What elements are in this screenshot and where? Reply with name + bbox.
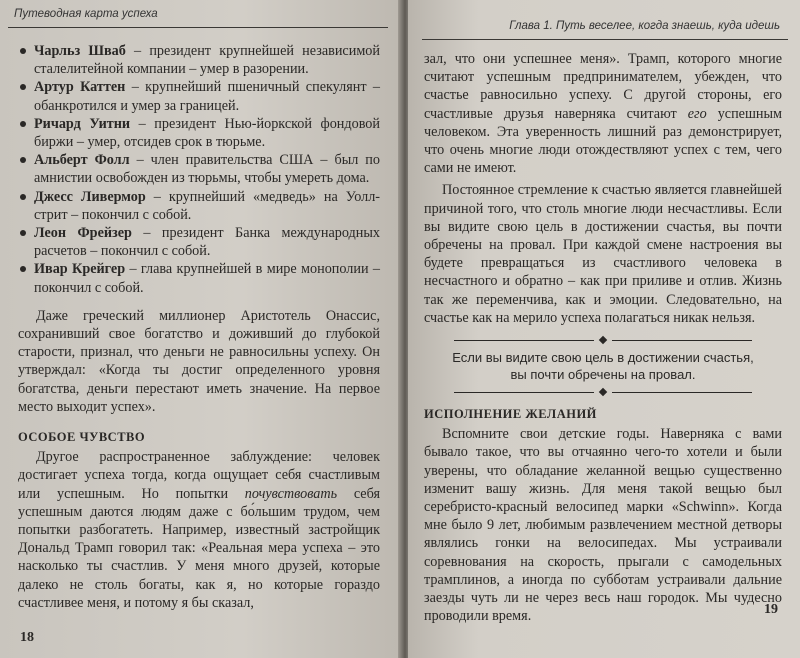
person-description: – президент крупнейшей независимой сталелитейной компании – умер в разорении.	[34, 43, 380, 78]
person-description: – глава крупнейшей в мире монополии – покончил с собой.	[34, 261, 380, 296]
list-item	[18, 115, 380, 151]
person-name: Леон Фрейзер	[34, 225, 132, 242]
paragraph-wishes: Вспомните свои детские годы. Наверняка с вами бывало такое, что вы отчаянно чего-то хотели и были уверены, что обладание желанной вещью существенно изменит вашу жизнь. Для меня такой вещью был серебристо-красный велосипед марки «Schwinn». Когда мне было 9 лет, любимым развлечением местной детворы являлись гонки на велосипедах. Мы устраивали соревнования на скорость, прыгали с самодельных трамплинов, а иногда по субботам устраивали дальние заезды чуть ли не через весь наш городок. Мы чудесно проводили время.	[424, 426, 782, 625]
pull-quote-line: Если вы видите свою цель в достижении счастья,	[452, 350, 754, 366]
ornament-divider-bottom	[424, 389, 782, 395]
person-name: Ивар Крейгер	[34, 261, 126, 278]
person-description: – крупнейший «медведь» на Уолл-стрит – покончил с собой.	[34, 188, 380, 223]
page-number-right: 19	[764, 602, 778, 617]
paragraph-text: себя успешным даются людям даже с бо́льшим трудом, чем попытки разбогатеть. Например, известный застройщик Дональд Трамп говорил так: «Реальная мера успеха – это насколько ты счастлив. У меня много друзей, которые далеко не столь богаты, как я, но которые гораздо счастливее меня, и потому я бы сказал,	[18, 485, 380, 611]
person-description: – президент Банка международных расчетов – покончил с собой.	[34, 225, 380, 260]
left-page-body	[18, 42, 380, 612]
paragraph-text: Другое распространенное заблуждение: человек достигает успеха тогда, когда ощущает себя счастливым или успешным. Но попытки	[18, 449, 380, 502]
paragraph-text: зал, что они успешнее меня». Трамп, которого многие считают успешным предпринимателем, убежден, что счастье равносильно успеху. С другой стороны, его счастливые друзья наверняка считают	[424, 51, 782, 122]
section-title-right: ИСПОЛНЕНИЕ ЖЕЛАНИЙ	[424, 407, 597, 422]
person-name: Артур Каттен	[34, 79, 126, 96]
italic-word: почувствовать	[244, 485, 338, 502]
page-number-left: 18	[20, 630, 34, 645]
header-rule-right	[422, 39, 788, 40]
person-description: – президент Нью-йоркской фондовой биржи – умер, отсидев срок в тюрьме.	[34, 115, 380, 151]
ornament-divider-top	[424, 337, 782, 343]
running-header-left: Путеводная карта успеха	[14, 8, 158, 20]
paragraph-onassis: Даже греческий миллионер Аристотель Онассис, сохранивший свое богатство и доживший до глубокой старости, признал, что деньги не равносильны успеху. Он утверждал: «Когда ты достиг определенного уровня богатства, деньги перестают иметь значение. На первое место выходит успех».	[18, 307, 380, 415]
person-description: – крупнейший пшеничный спекулянт – обанкротился и умер за границей.	[34, 79, 381, 114]
person-name: Альберт Фолл	[34, 152, 130, 169]
pull-quote-line: вы почти обречены на провал.	[510, 367, 696, 383]
person-name: Ричард Уитни	[34, 115, 131, 132]
paragraph-special-feeling	[18, 448, 380, 612]
list-item	[18, 78, 380, 114]
list-item	[18, 224, 380, 260]
list-item	[18, 42, 380, 78]
person-name: Джесс Ливермор	[34, 188, 146, 205]
running-header-right: Глава 1. Путь веселее, когда знаешь, куда идешь	[509, 20, 780, 32]
pull-quote	[424, 349, 782, 383]
right-page-body	[424, 50, 782, 625]
person-name: Чарльз Шваб	[34, 43, 126, 59]
list-item	[18, 151, 380, 187]
section-title-left: ОСОБОЕ ЧУВСТВО	[18, 430, 146, 445]
header-rule-left	[8, 27, 388, 28]
paragraph-pursuit-happiness: Постоянное стремление к счастью является главнейшей причиной того, что столь многие люди несчастливы. Если вы видите свою цель в достижении счастья, вы почти обречены на провал. При каждой смене настроения вы будете превращаться из счастливого человека в несчастного и обратно – как при приливе и отлив. Жизнь так же переменчива, как и эмоции. Следовательно, на счастье как на мерило успеха полагаться никак нельзя.	[424, 182, 782, 326]
paragraph-trump-continued	[424, 50, 782, 177]
person-description: – член правительства США – был по амнистии освобожден из тюрьмы, чтобы умереть дома.	[34, 152, 380, 187]
right-page	[408, 0, 800, 658]
list-item	[18, 260, 380, 296]
paragraph-text: успешным человеком. Эта уверенность лишний раз демонстрирует, что очень многие люди отождествляют успех с тем, чего сами не имеют.	[424, 105, 783, 177]
bullet-list	[18, 42, 380, 297]
list-item	[18, 188, 380, 224]
italic-word: его	[687, 105, 707, 122]
